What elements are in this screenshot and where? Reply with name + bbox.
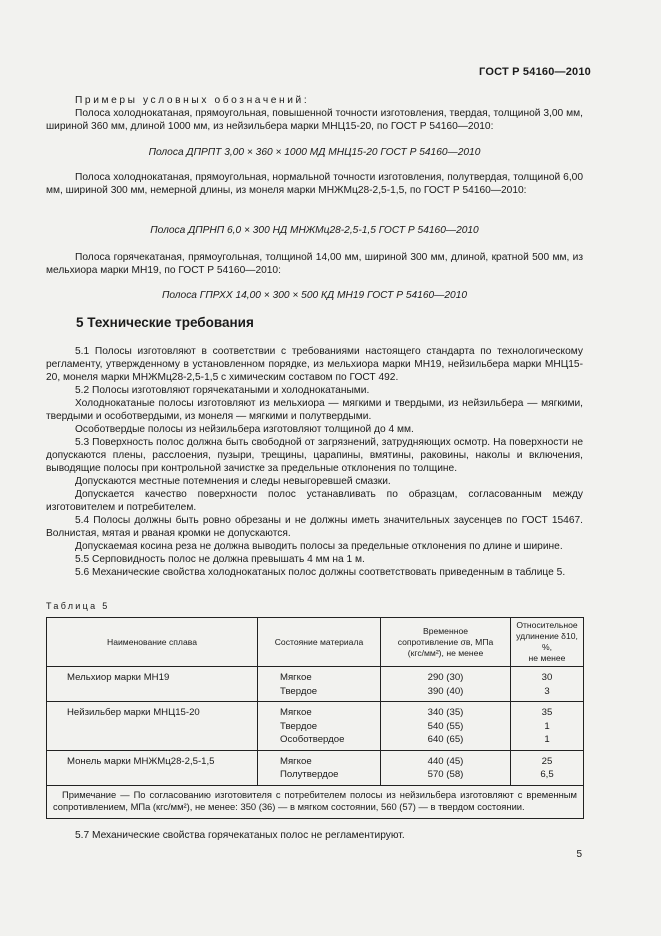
- header-elongation-line-1: Относительное: [516, 620, 578, 630]
- cell-state: [258, 667, 381, 702]
- cell-alloy: Монель марки МНЖМц28-2,5-1,5: [47, 750, 258, 785]
- header-elongation-line-2: удлинение δ10, %,: [516, 631, 578, 652]
- properties-table: [46, 617, 584, 819]
- elongation-value: 30: [541, 672, 553, 683]
- table-row: [47, 750, 584, 785]
- examples-heading: Примеры условных обозначений:: [75, 95, 310, 106]
- table-caption: Таблица 5: [46, 601, 110, 611]
- example-2-code: Полоса ДПРНП 6,0 × 300 НД МНЖМц28-2,5-1,5 ГОСТ Р 54160—2010: [150, 225, 479, 236]
- state-value: Твердое: [280, 685, 318, 697]
- document-header: ГОСТ Р 54160—2010: [479, 66, 591, 78]
- elongation-value: 35: [541, 707, 553, 718]
- elongation-value: 1: [544, 720, 550, 732]
- example-1-code: Полоса ДПРПТ 3,00 × 360 × 1000 МД МНЦ15-20 ГОСТ Р 54160—2010: [148, 147, 481, 158]
- paragraph-5-4: 5.4 Полосы должны быть ровно обрезаны и не должны иметь значительных заусенцев по ГОСТ 15467. Волнистая, мятая и рваная кромки не допускаются.: [46, 515, 583, 539]
- state-value: Твердое: [280, 720, 318, 732]
- strength-value: 540 (55): [427, 720, 464, 732]
- cell-alloy: Нейзильбер марки МНЦ15-20: [47, 702, 258, 751]
- table-note-row: [47, 785, 584, 818]
- paragraph-5-4-cut: Допускаемая косина реза не должна выводить полосы за предельные отклонения по длине и ширине.: [75, 541, 563, 552]
- example-2-text: Полоса холоднокатаная, прямоугольная, нормальной точности изготовления, полутвердая, толщиной 6,00 мм, шириной 300 мм, немерной длины, из монеля марки МНЖМц28-2,5-1,5, по ГОСТ Р 54160—2010:: [46, 172, 583, 196]
- page-number: 5: [576, 849, 582, 860]
- header-elongation: [511, 618, 584, 667]
- paragraph-5-3: 5.3 Поверхность полос должна быть свободной от загрязнений, затрудняющих осмотр. На поверхности не допускаются плены, расслоения, пузыри, трещины, царапины, вмятины, раковины, наколы и включения, выводящие полосы при контрольной зачистке за предельные отклонения по толщине.: [46, 437, 583, 474]
- cell-elongation: [511, 750, 584, 785]
- strength-value: 390 (40): [427, 685, 464, 697]
- paragraph-5-2-thickness: Особотвердые полосы из нейзильбера изготовляют толщиной до 4 мм.: [75, 424, 414, 435]
- examples-block: [46, 94, 583, 133]
- state-value: Мягкое: [280, 672, 312, 683]
- cell-strength: [381, 750, 511, 785]
- table-row: [47, 667, 584, 702]
- header-alloy: Наименование сплава: [47, 618, 258, 667]
- table-row: [47, 702, 584, 751]
- strength-value: 640 (65): [427, 734, 464, 745]
- state-value: Полутвердое: [280, 769, 339, 780]
- example-2-block: [46, 171, 583, 197]
- header-strength-line-1: Временное: [422, 625, 469, 636]
- cell-state: [258, 702, 381, 751]
- example-1-text: Полоса холоднокатаная, прямоугольная, повышенной точности изготовления, твердая, толщиной 3,00 мм, шириной 360 мм, длиной 1000 мм, из нейзильбера марки МНЦ15-20, по ГОСТ Р 54160—2010:: [46, 108, 583, 132]
- strength-value: 340 (35): [427, 707, 464, 718]
- state-value: Особотвердое: [280, 734, 345, 745]
- cell-alloy: Мельхиор марки МН19: [47, 667, 258, 702]
- header-state: Состояние материала: [258, 618, 381, 667]
- paragraph-5-5: 5.5 Серповидность полос не должна превышать 4 мм на 1 м.: [75, 554, 365, 565]
- cell-strength: [381, 667, 511, 702]
- strength-value: 440 (45): [427, 755, 464, 767]
- paragraph-5-3-samples: Допускается качество поверхности полос устанавливать по образцам, согласованным между изготовителем и потребителем.: [46, 489, 583, 513]
- paragraph-5-3-allowed: Допускаются местные потемнения и следы невыгоревшей смазки.: [75, 476, 391, 487]
- example-3-code: Полоса ГПРХХ 14,00 × 300 × 500 КД МН19 ГОСТ Р 54160—2010: [161, 290, 468, 301]
- strength-value: 570 (58): [427, 769, 464, 780]
- state-value: Мягкое: [280, 755, 312, 767]
- header-strength: [381, 618, 511, 667]
- example-3-text: Полоса горячекатаная, прямоугольная, толщиной 14,00 мм, шириной 300 мм, длиной, кратной 500 мм, из мельхиора марки МН19, по ГОСТ Р 54160—2010:: [46, 252, 583, 276]
- paragraph-5-2: 5.2 Полосы изготовляют горячекатаными и холоднокатаными.: [75, 385, 370, 396]
- section-body: [46, 345, 583, 579]
- strength-value: 290 (30): [427, 672, 464, 683]
- header-strength-line-2: сопротивление σв, МПа: [397, 636, 494, 647]
- elongation-value: 3: [544, 685, 550, 697]
- cell-state: [258, 750, 381, 785]
- table-note: Примечание — По согласованию изготовителя с потребителем полосы из нейзильбера изготовляют с временным сопротивлением, МПа (кгс/мм²), не менее: 350 (36) — в мягком состоянии, 560 (57) — в твердом состоянии.: [47, 785, 584, 818]
- paragraph-5-7: 5.7 Механические свойства горячекатаных полос не регламентируют.: [75, 830, 405, 841]
- cell-elongation: [511, 667, 584, 702]
- example-3-block: [46, 251, 583, 277]
- cell-strength: [381, 702, 511, 751]
- elongation-value: 6,5: [540, 769, 554, 780]
- section-title: 5 Технические требования: [76, 315, 254, 330]
- header-elongation-line-3: не менее: [528, 653, 566, 663]
- elongation-value: 1: [544, 734, 550, 745]
- elongation-value: 25: [541, 755, 553, 767]
- paragraph-5-2-types: Холоднокатаные полосы изготовляют из мельхиора — мягкими и твердыми, из нейзильбера — мягкими, твердыми и особотвердыми, из монеля — мягкими и полутвердыми.: [46, 398, 583, 422]
- paragraph-5-6: 5.6 Механические свойства холоднокатаных полос должны соответствовать приведенным в таблице 5.: [75, 567, 566, 578]
- table-header-row: [47, 618, 584, 667]
- header-strength-line-3: (кгс/мм²), не менее: [407, 647, 484, 658]
- paragraph-5-1: 5.1 Полосы изготовляют в соответствии с требованиями настоящего стандарта по технологическому регламенту, утвержденному в установленном порядке, из мельхиора марки МН19, нейзильбера марки МНЦ15-20, монеля марки МНЖМц28-2,5-1,5 с химическим составом по ГОСТ 492.: [46, 346, 583, 383]
- paragraph-5-7-block: [46, 829, 583, 842]
- cell-elongation: [511, 702, 584, 751]
- state-value: Мягкое: [280, 707, 312, 718]
